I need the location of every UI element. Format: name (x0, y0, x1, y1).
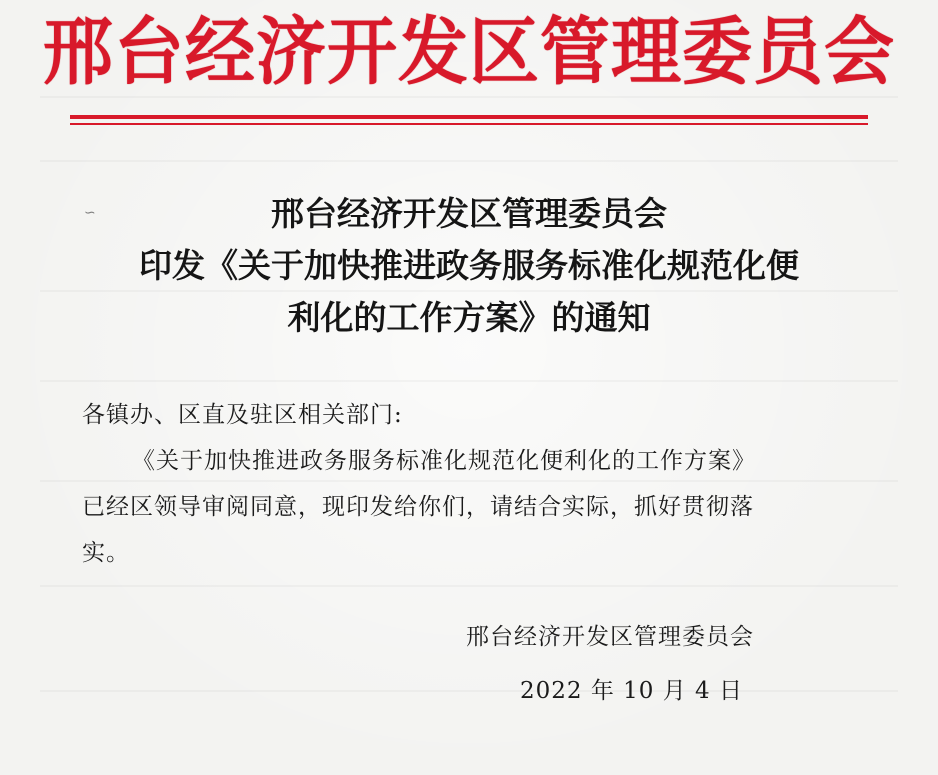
salutation: 各镇办、区直及驻区相关部门: (82, 402, 403, 428)
document-title (60, 188, 878, 344)
masthead-rule-thick (70, 115, 868, 119)
title-line: 利化的工作方案》的通知 (287, 298, 651, 337)
title-line: 印发《关于加快推进政务服务标准化规范化便 (139, 246, 799, 285)
body-paragraph-line: 《关于加快推进政务服务标准化规范化便利化的工作方案》 (132, 448, 756, 474)
red-masthead: 邢台经济开发区管理委员会 (43, 7, 895, 96)
bleed-through-line (40, 160, 898, 162)
pen-mark-icon: ∽ (84, 205, 96, 221)
body-paragraph-line: 已经区领导审阅同意，现印发给你们，请结合实际，抓好贯彻落 (82, 494, 754, 520)
bleed-through-line (40, 585, 898, 587)
bleed-through-line (40, 380, 898, 382)
signature-org: 邢台经济开发区管理委员会 (466, 624, 754, 650)
signature-block (430, 610, 850, 718)
body-paragraph-line: 实。 (82, 540, 130, 566)
masthead-rule-thin (70, 123, 868, 125)
notice-body (82, 392, 872, 576)
signature-date: 2022 年 10 月 4 日 (520, 678, 743, 704)
title-line: 邢台经济开发区管理委员会 (271, 194, 667, 233)
